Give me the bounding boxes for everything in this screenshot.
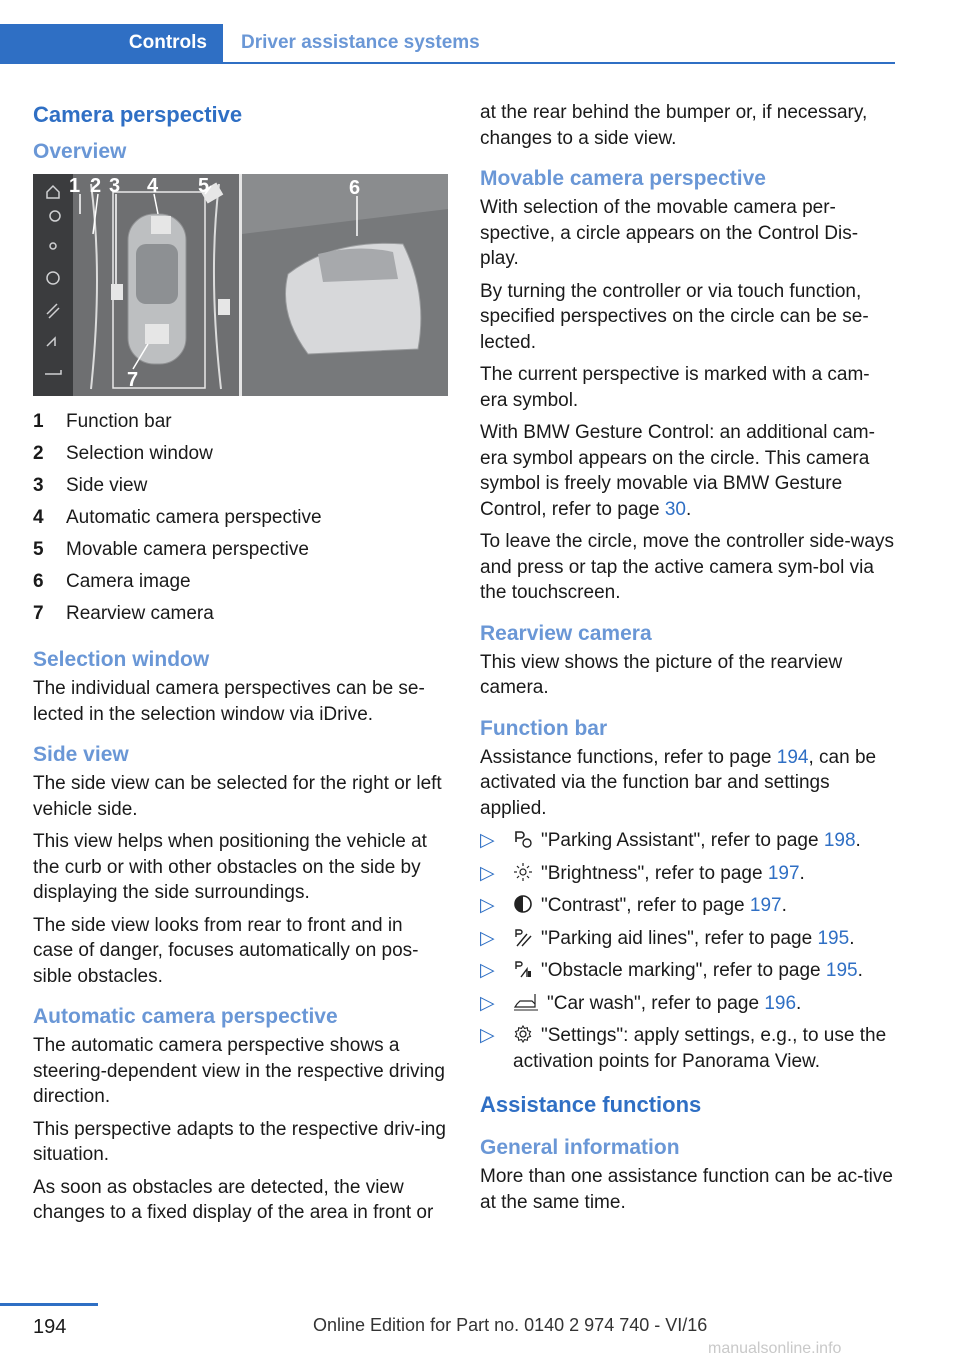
camera-figure-illustration	[33, 174, 448, 396]
legend-row	[33, 502, 448, 534]
bullet-marker: ▷	[480, 830, 495, 851]
list-item-end: .	[855, 830, 861, 851]
figure-legend	[33, 406, 448, 630]
side-view-text-1: The side view can be selected for the right or left vehicle side.	[33, 773, 442, 820]
page-link-195[interactable]: 195	[817, 927, 850, 949]
function-bar-list	[480, 828, 895, 1074]
right-column	[480, 100, 895, 1222]
legend-label: Side view	[66, 475, 148, 496]
edition-text: Online Edition for Part no. 0140 2 974 740 - VI/16	[313, 1315, 708, 1335]
legend-number: 4	[33, 507, 44, 528]
callout-3: 3	[109, 175, 121, 197]
list-item-end: .	[781, 895, 787, 916]
continued-text: at the rear behind the bumper or, if necessary, changes to a side view.	[480, 102, 868, 149]
automatic-heading: Automatic camera perspective	[33, 1005, 338, 1028]
legend-number: 2	[33, 443, 44, 464]
selection-window-text: The individual camera perspectives can be se‐lected in the selection window via iDrive.	[33, 678, 425, 725]
movable-text-4-body: With BMW Gesture Control: an additional cam‐era symbol appears on the circle. This camera symbol is freely movable via BMW Gesture Control, refer to page	[480, 422, 875, 520]
legend-number: 1	[33, 411, 44, 432]
list-item	[480, 926, 895, 952]
obstacle-marking-icon	[513, 959, 533, 979]
movable-text-4	[480, 420, 895, 522]
legend-row	[33, 406, 448, 438]
list-item-text: "Settings": apply settings, e.g., to use the activation points for Panorama View.	[513, 1025, 887, 1072]
bullet-marker: ▷	[480, 895, 495, 916]
legend-row	[33, 470, 448, 502]
movable-text-2: By turning the controller or via touch function, specified perspectives on the circle can be se‐lected.	[480, 280, 869, 353]
settings-icon	[513, 1024, 533, 1044]
movable-text-3: The current perspective is marked with a cam‐era symbol.	[480, 364, 870, 411]
bullet-marker: ▷	[480, 1025, 495, 1046]
page-link-195b[interactable]: 195	[825, 960, 858, 981]
list-item	[480, 958, 895, 984]
general-info-text: More than one assistance function can be ac‐tive at the same time.	[480, 1166, 893, 1213]
callout-5: 5	[198, 175, 210, 197]
list-item-text: "Brightness", refer to page	[541, 862, 768, 884]
list-item-text: "Contrast", refer to page	[541, 895, 750, 916]
list-item	[480, 861, 895, 887]
tab-driver-assistance[interactable]: Driver assistance systems	[241, 32, 480, 53]
list-item-text: "Obstacle marking", refer to page	[541, 960, 826, 981]
assistance-heading: Assistance functions	[480, 1092, 702, 1117]
movable-heading: Movable camera perspective	[480, 167, 766, 190]
side-view-heading: Side view	[33, 743, 129, 766]
side-view-text-2: This view helps when positioning the vehicle at the curb or with other obstacles on the side by displaying the side surroundings.	[33, 831, 427, 903]
car-wash-icon	[513, 992, 539, 1012]
legend-number: 3	[33, 475, 44, 496]
list-item	[480, 1023, 895, 1074]
brightness-icon	[513, 862, 533, 882]
callout-1: 1	[69, 175, 81, 197]
legend-label: Selection window	[66, 443, 213, 464]
automatic-text-2: This perspective adapts to the respective driv‐ing situation.	[33, 1118, 446, 1165]
page-link-194[interactable]: 194	[776, 746, 809, 768]
automatic-text-1: The automatic camera perspective shows a steering-dependent view in the respective driving direction.	[33, 1035, 445, 1107]
left-column	[33, 100, 448, 1233]
rearview-text: This view shows the picture of the rearview camera.	[480, 651, 843, 698]
bullet-marker: ▷	[480, 960, 495, 981]
legend-label: Rearview camera	[66, 603, 214, 624]
movable-text-1: With selection of the movable camera per‐spective, a circle appears on the Control Dis‐play.	[480, 197, 859, 269]
legend-number: 5	[33, 539, 44, 560]
function-bar-text-end: , can be activated via the function bar and settings applied.	[480, 746, 877, 819]
list-item-end: .	[799, 862, 805, 884]
movable-text-5: To leave the circle, move the controller side‐ways and press or tap the active camera sym‐bol via the touchscreen.	[480, 531, 894, 603]
legend-row	[33, 598, 448, 630]
selection-window-heading: Selection window	[33, 648, 210, 671]
parking-aid-lines-icon	[513, 927, 533, 947]
movable-text-4-end: .	[685, 498, 692, 520]
general-info-heading: General information	[480, 1136, 680, 1159]
list-item-text: "Parking Assistant", refer to page	[541, 830, 824, 851]
watermark: manualsonline.info	[708, 1340, 842, 1357]
legend-number: 6	[33, 571, 44, 592]
contrast-icon	[513, 894, 533, 914]
list-item-end: .	[796, 992, 802, 1014]
section-title: Camera perspective	[33, 102, 243, 127]
legend-label: Automatic camera perspective	[66, 507, 322, 528]
page-number: 194	[33, 1316, 67, 1338]
legend-label: Camera image	[66, 571, 191, 592]
function-bar-text	[480, 745, 895, 822]
function-bar-text-body: Assistance functions, refer to page	[480, 746, 777, 768]
legend-number: 7	[33, 603, 44, 624]
parking-assistant-icon	[513, 829, 533, 849]
list-item-text: "Car wash", refer to page	[547, 992, 765, 1014]
callout-2: 2	[90, 175, 102, 197]
legend-label: Movable camera perspective	[66, 539, 309, 560]
rearview-heading: Rearview camera	[480, 621, 652, 645]
side-view-text-3: The side view looks from rear to front and in case of danger, focuses automatically on pos‐sible obstacles.	[33, 914, 419, 987]
list-item	[480, 828, 895, 854]
callout-4: 4	[147, 175, 159, 197]
camera-perspective-figure	[33, 174, 448, 396]
page-link-198[interactable]: 198	[823, 830, 856, 851]
list-item-end: .	[849, 927, 855, 949]
list-item-end: .	[857, 960, 863, 981]
page-link-197b[interactable]: 197	[749, 895, 782, 916]
list-item	[480, 893, 895, 919]
bullet-marker: ▷	[480, 992, 495, 1014]
footer-rule	[0, 1303, 98, 1306]
automatic-text-3: As soon as obstacles are detected, the view changes to a fixed display of the area in front or	[33, 1176, 434, 1223]
header-tabs	[0, 24, 895, 64]
legend-row	[33, 566, 448, 598]
overview-heading: Overview	[33, 140, 127, 163]
callout-7: 7	[127, 369, 139, 391]
list-item-text: "Parking aid lines", refer to page	[541, 927, 818, 949]
legend-label: Function bar	[66, 411, 172, 432]
bullet-marker: ▷	[480, 927, 495, 949]
page-link-30[interactable]: 30	[664, 498, 686, 520]
tab-controls[interactable]: Controls	[0, 24, 223, 62]
callout-6: 6	[349, 177, 361, 199]
function-bar-heading: Function bar	[480, 716, 608, 740]
page-link-197[interactable]: 197	[767, 862, 800, 884]
legend-row	[33, 534, 448, 566]
bullet-marker: ▷	[480, 862, 495, 884]
legend-row	[33, 438, 448, 470]
page-link-196[interactable]: 196	[764, 992, 797, 1014]
list-item	[480, 991, 895, 1017]
